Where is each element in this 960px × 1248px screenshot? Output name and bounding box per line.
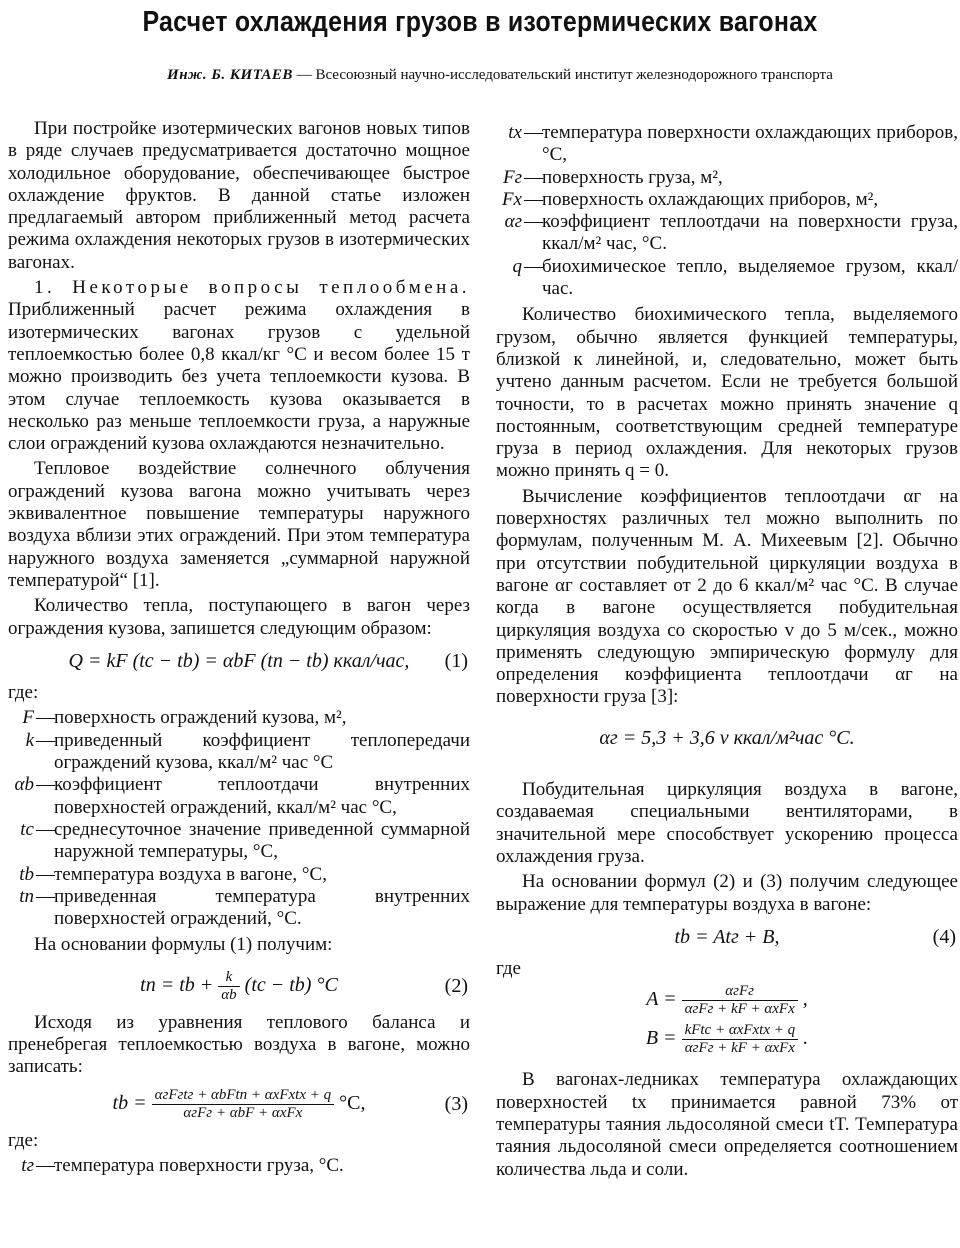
section-1-heading: 1. Некоторые вопросы теплообмена. xyxy=(34,277,470,299)
equation-3-fraction xyxy=(152,1087,335,1122)
definition-symbol: tb xyxy=(19,863,34,885)
equation-b-lhs: B = xyxy=(645,1027,677,1050)
equation-2-numerator: k xyxy=(218,969,239,987)
equation-4-number: (4) xyxy=(932,925,956,948)
definition-symbol: k xyxy=(25,729,34,751)
where-label-2: где: xyxy=(8,1129,39,1151)
equation-2-fraction xyxy=(218,969,239,1004)
equation-b-denominator: αгFг + kF + αxFx xyxy=(684,1040,795,1057)
equation-a xyxy=(496,983,958,1018)
definition-symbol: αb xyxy=(14,774,34,796)
definition-text: коэффициент теплоотдачи на поверхности груза, ккал/м² час, °С. xyxy=(542,211,958,255)
equation-1 xyxy=(8,650,470,672)
definitions-list-2 xyxy=(496,122,958,300)
definition-t-cargo: tг — температура поверхности груза, °С. xyxy=(8,1155,470,1177)
equation-3-unit: °С, xyxy=(339,1091,366,1114)
equation-b xyxy=(496,1022,958,1057)
equation-a-numerator: αгFг xyxy=(682,983,798,1001)
equation-alpha-body: αг = 5,3 + 3,6 v ккал/м²час °С. xyxy=(599,726,855,749)
equation-2-lhs: tn = tb + xyxy=(140,973,214,996)
definition-symbol: tn xyxy=(19,885,34,907)
equation-a-denominator: αгFг + kF + αxFx xyxy=(684,1001,795,1018)
definition-item: k — приведенный коэффициент теплопередачи ограждений кузова, ккал/м² час °С xyxy=(8,730,470,775)
equation-3-numerator: αгFгtг + αbFtn + αxFxtx + q xyxy=(152,1087,335,1105)
definition-text: поверхность груза, м², xyxy=(542,166,723,188)
where-label-1: где: xyxy=(8,682,39,704)
definition-symbol: αг xyxy=(504,211,522,233)
definition-symbol: tx xyxy=(508,122,522,143)
definition-item: Fг — поверхность груза, м², xyxy=(496,167,958,189)
definition-item: Fx — поверхность охлаждающих приборов, м², xyxy=(496,189,958,211)
definition-item: tc — среднесуточное значение приведенной суммарной наружной температуры, °С, xyxy=(8,819,470,864)
definition-symbol: tc xyxy=(20,818,34,840)
equation-b-numerator: kFtc + αxFxtx + q xyxy=(682,1022,799,1040)
equation-3 xyxy=(8,1087,470,1122)
definition-item: αb — коэффициент теплоотдачи внутренних поверхностей ограждений, ккал/м² час °С, xyxy=(8,774,470,819)
definition-text: температура поверхности груза, °С. xyxy=(54,1154,344,1176)
equation-3-denominator: αгFг + αbF + αxFx xyxy=(183,1104,303,1121)
circulation-paragraph: Побудительная циркуляция воздуха в вагоне, создаваемая специальными вентиляторами, в значительной мере способствует ускорению процесса охлаждения груза. xyxy=(496,779,958,867)
equation-2-rhs: (tc − tb) °С xyxy=(244,973,338,996)
solar-paragraph: Тепловое воздействие солнечного облучения ограждений кузова вагона можно учитывать через эквивалентное повышение температуры наружного воздуха вблизи этих ограждений. При этом температура наружного воздуха заменяется „суммарной наружной температурой“ [1]. xyxy=(8,458,470,591)
author-name: Инж. Б. КИТАЕВ xyxy=(167,67,293,83)
definition-text: температура воздуха в вагоне, °С, xyxy=(54,863,327,885)
ice-cars-paragraph: В вагонах-ледниках температура охлаждающих поверхностей tx принимается равной 73% от температуры таяния льдосоляной смеси tT. Температура таяния льдосоляной смеси определяется соотношением количества льда и соли. xyxy=(496,1069,958,1180)
formula-2-3-intro: На основании формул (2) и (3) получим следующее выражение для температуры воздуха в вагоне: xyxy=(496,871,958,915)
definition-item: q — биохимическое тепло, выделяемое грузом, ккал/час. xyxy=(496,256,958,301)
equation-4-body: tb = Atг + B, xyxy=(674,925,780,948)
definition-symbol: tг xyxy=(21,1154,34,1176)
equation-a-end: , xyxy=(802,988,808,1011)
equation-1-number: (1) xyxy=(444,649,468,672)
intro-paragraph: При постройке изотермических вагонов новых типов в ряде случаев предусматривается достаточно мощное холодильное оборудование, обеспечивающее быстрое охлаждение фруктов. В данной статье изложен предлагаемый автором приближенный метод расчета режима охлаждения некоторых грузов в изотермических вагонах. xyxy=(8,118,470,273)
definition-text: коэффициент теплоотдачи внутренних поверхностей ограждений, ккал/м² час °С, xyxy=(54,774,470,818)
balance-paragraph: Исходя из уравнения теплового баланса и пренебрегая теплоемкостью воздуха в вагоне, можно записать: xyxy=(8,1011,470,1078)
definitions-list-1 xyxy=(8,707,470,930)
equation-2-denominator: αb xyxy=(221,986,237,1003)
definition-item: tn — приведенная температура внутренних поверхностей ограждений, °С. xyxy=(8,886,470,931)
equation-2-number: (2) xyxy=(444,974,468,997)
heat-amount-paragraph: Количество тепла, поступающего в вагон через ограждения кузова, запишется следующим образом: xyxy=(8,595,470,639)
equation-b-fraction xyxy=(682,1022,799,1057)
definition-symbol: F xyxy=(22,707,34,729)
definition-text: биохимическое тепло, выделяемое грузом, ккал/час. xyxy=(542,255,958,300)
definition-text: температура поверхности охлаждающих приборов, °С, xyxy=(542,122,958,166)
equation-alpha xyxy=(496,727,958,749)
definition-item: tx — температура поверхности охлаждающих приборов, °С, xyxy=(496,122,958,167)
definition-text: поверхность ограждений кузова, м², xyxy=(54,707,347,729)
byline xyxy=(60,67,940,84)
equation-2 xyxy=(8,969,470,1004)
definition-text: приведенная температура внутренних поверхностей ограждений, °С. xyxy=(54,885,470,930)
definition-item: αг — коэффициент теплоотдачи на поверхности груза, ккал/м² час, °С. xyxy=(496,211,958,256)
formula-1-intro: На основании формулы (1) получим: xyxy=(34,934,333,956)
definition-item: tb — температура воздуха в вагоне, °С, xyxy=(8,864,470,886)
definition-symbol: q xyxy=(512,255,522,277)
definition-text: приведенный коэффициент теплопередачи ограждений кузова, ккал/м² час °С xyxy=(54,729,470,774)
equation-1-body: Q = kF (tc − tb) = αbF (tn − tb) ккал/час, xyxy=(68,649,410,672)
author-affiliation: — Всесоюзный научно-исследовательский институт железнодорожного транспорта xyxy=(296,67,833,83)
definition-symbol: Fx xyxy=(501,188,522,210)
definition-text: поверхность охлаждающих приборов, м², xyxy=(542,188,879,210)
equation-3-lhs: tb = xyxy=(112,1091,147,1114)
where-label-3: где xyxy=(496,958,521,980)
equation-a-lhs: A = xyxy=(646,988,677,1011)
equation-3-number: (3) xyxy=(444,1092,468,1115)
section-1-paragraph xyxy=(8,277,470,455)
equation-4 xyxy=(496,926,958,948)
right-column xyxy=(496,120,958,1184)
left-column xyxy=(8,118,470,1177)
coefficients-paragraph: Вычисление коэффициентов теплоотдачи αг на поверхностях различных тел можно выполнить по формулам, полученным М. А. Михеевым [2]. Обычно при отсутствии побудительной циркуляции воздуха в вагоне αг составляет от 2 до 6 ккал/м² час °С. В случае когда в вагоне осуществляется побудительная циркуляция воздуха со скоростью v до 5 м/сек., можно применять следующую эмпирическую формулу для определения коэффициента теплоотдачи αг на поверхности груза [3]: xyxy=(496,485,958,708)
section-1-body: Приближенный расчет режима охлаждения в изотермических вагонах грузов с удельной теплоемкостью более 0,8 ккал/кг °С и весом более 15 т можно производить без учета теплоемкости кузова. В этом случае теплоемкость кузова оказывается в несколько раз меньше теплоемкости груза, а наружные слои ограждений кузова охлаждаются незначительно. xyxy=(8,299,470,455)
equation-b-end: . xyxy=(803,1027,809,1050)
equation-a-fraction xyxy=(682,983,798,1018)
biochem-paragraph: Количество биохимического тепла, выделяемого грузом, обычно является функцией температуры, близкой к линейной, и, следовательно, может быть учтено данным расчетом. Если не требуется большой точности, то в расчетах можно принять значение q постоянным, соответствующим средней температуре груза в период охлаждения. Для некоторых грузов можно принять q = 0. xyxy=(496,304,958,482)
definition-text: среднесуточное значение приведенной суммарной наружной температуры, °С, xyxy=(54,818,470,863)
definition-item: F — поверхность ограждений кузова, м², xyxy=(8,707,470,729)
definition-symbol: Fг xyxy=(502,166,522,188)
page-title: Расчет охлаждения грузов в изотермических вагонах xyxy=(142,6,818,38)
